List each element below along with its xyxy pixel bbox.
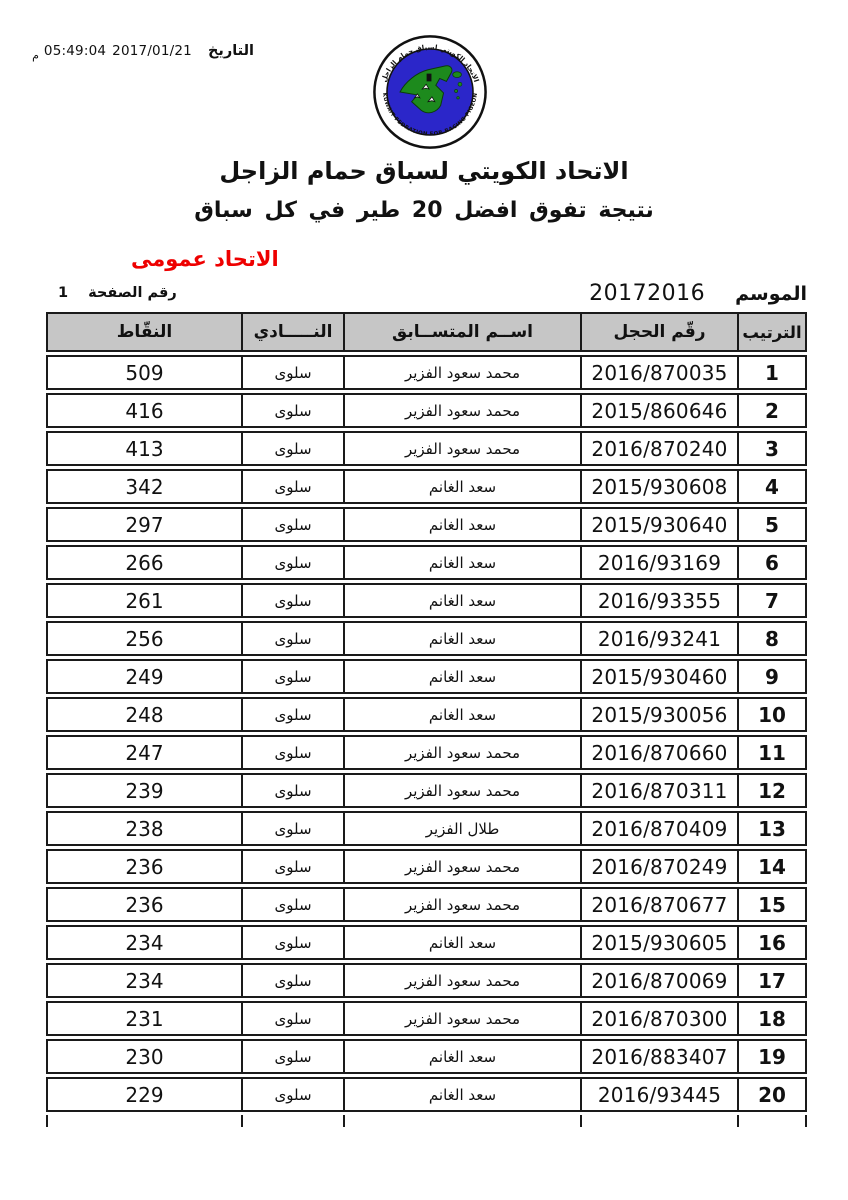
cell-points: 238 [48, 813, 243, 844]
time-value: 05:49:04 [43, 43, 107, 59]
cell-ring-number: 2015/930460 [582, 661, 739, 692]
cell-rank: 5 [765, 512, 779, 537]
cell-rank: 3 [765, 436, 779, 461]
page-number-label: رقم الصفحة [88, 285, 177, 301]
cell-club: سلوى [243, 471, 345, 502]
cell-points: 230 [48, 1041, 243, 1072]
cell-ring-number: 2016/870035 [582, 357, 739, 388]
table-row [46, 963, 807, 998]
header-rank: الترتيب [742, 322, 802, 342]
cell-rank: 20 [758, 1082, 786, 1107]
cell-ring-number: 2015/930056 [582, 699, 739, 730]
table-row [46, 1001, 807, 1036]
cell-points: 234 [48, 965, 243, 996]
cell-ring-number: 2016/870069 [582, 965, 739, 996]
cell-points: 249 [48, 661, 243, 692]
table-row [46, 925, 807, 960]
cell-ring-number: 2015/930608 [582, 471, 739, 502]
cell-competitor-name: محمد سعود الفزير [345, 395, 582, 426]
table-row [46, 887, 807, 922]
cell-points: 239 [48, 775, 243, 806]
cell-points: 266 [48, 547, 243, 578]
cell-ring-number: 2015/930640 [582, 509, 739, 540]
cell-rank: 16 [758, 930, 786, 955]
cell-ring-number: 2016/870311 [582, 775, 739, 806]
cell-competitor-name: محمد سعود الفزير [345, 433, 582, 464]
table-row [46, 697, 807, 732]
cell-competitor-name: طلال الفزير [345, 813, 582, 844]
section-heading: الاتحاد عمومى [131, 247, 279, 271]
header-competitor-name: اســم المتســابق [345, 314, 582, 350]
cell-competitor-name: محمد سعود الفزير [345, 851, 582, 882]
cell-competitor-name: سعد الغانم [345, 471, 582, 502]
cell-points: 509 [48, 357, 243, 388]
cell-club: سلوى [243, 1003, 345, 1034]
cell-points: 236 [48, 889, 243, 920]
cell-points: 248 [48, 699, 243, 730]
cell-competitor-name: سعد الغانم [345, 1041, 582, 1072]
table-row [46, 621, 807, 656]
cell-club: سلوى [243, 813, 345, 844]
table-body [46, 355, 807, 1112]
cell-competitor-name: محمد سعود الفزير [345, 1003, 582, 1034]
table-row [46, 735, 807, 770]
cell-rank: 8 [765, 626, 779, 651]
cell-rank: 12 [758, 778, 786, 803]
cell-points: 416 [48, 395, 243, 426]
page-number-line [58, 285, 177, 301]
cell-rank: 2 [765, 398, 779, 423]
cell-points: 256 [48, 623, 243, 654]
cell-points: 342 [48, 471, 243, 502]
cell-club: سلوى [243, 547, 345, 578]
date-value: 2017/01/21 [112, 43, 192, 59]
table-row [46, 545, 807, 580]
page-number-value: 1 [58, 285, 69, 301]
cell-ring-number: 2016/883407 [582, 1041, 739, 1072]
cell-ring-number: 2016/870249 [582, 851, 739, 882]
cell-club: سلوى [243, 699, 345, 730]
season-label: الموسم [735, 282, 807, 305]
cell-competitor-name: سعد الغانم [345, 699, 582, 730]
date-label: التاريخ [207, 43, 254, 59]
cell-rank: 17 [758, 968, 786, 993]
cell-points: 231 [48, 1003, 243, 1034]
cell-club: سلوى [243, 889, 345, 920]
cell-points: 229 [48, 1079, 243, 1110]
table-row [46, 659, 807, 694]
table-bottom-stub [46, 1115, 807, 1127]
table-row [46, 355, 807, 390]
cell-ring-number: 2015/930605 [582, 927, 739, 958]
table-row [46, 1077, 807, 1112]
cell-club: سلوى [243, 661, 345, 692]
cell-competitor-name: سعد الغانم [345, 585, 582, 616]
page-subtitle: نتيجة تفوق افضل 20 طير في كل سباق [194, 198, 654, 223]
table-row [46, 393, 807, 428]
table-row [46, 849, 807, 884]
logo-arabic-arc: الاتحاد الكويتي لسباق حمام الزاجل [379, 43, 481, 84]
cell-rank: 15 [758, 892, 786, 917]
table-row [46, 431, 807, 466]
season-line [540, 281, 807, 306]
table-header-row [46, 312, 807, 352]
cell-rank: 19 [758, 1044, 786, 1069]
header-ring-number: رقّم الحجل [582, 314, 739, 350]
table-row [46, 773, 807, 808]
cell-club: سلوى [243, 737, 345, 768]
federation-logo [372, 34, 488, 150]
cell-rank: 9 [765, 664, 779, 689]
meridiem-label: م [32, 49, 39, 62]
cell-points: 413 [48, 433, 243, 464]
cell-ring-number: 2016/870300 [582, 1003, 739, 1034]
cell-club: سلوى [243, 775, 345, 806]
table-row [46, 507, 807, 542]
cell-rank: 10 [758, 702, 786, 727]
cell-club: سلوى [243, 851, 345, 882]
cell-ring-number: 2015/860646 [582, 395, 739, 426]
cell-competitor-name: سعد الغانم [345, 623, 582, 654]
cell-competitor-name: محمد سعود الفزير [345, 737, 582, 768]
cell-club: سلوى [243, 357, 345, 388]
cell-ring-number: 2016/870660 [582, 737, 739, 768]
logo-english-arc: KUWAIT FEDRATION FOR RACING PIGEON [380, 92, 480, 138]
cell-rank: 11 [758, 740, 786, 765]
date-line [32, 40, 254, 62]
cell-club: سلوى [243, 1041, 345, 1072]
cell-club: سلوى [243, 623, 345, 654]
cell-club: سلوى [243, 395, 345, 426]
cell-points: 247 [48, 737, 243, 768]
cell-club: سلوى [243, 1079, 345, 1110]
page-title: الاتحاد الكويتي لسباق حمام الزاجل [219, 157, 629, 185]
table-row [46, 583, 807, 618]
cell-rank: 13 [758, 816, 786, 841]
cell-ring-number: 2016/870240 [582, 433, 739, 464]
cell-points: 261 [48, 585, 243, 616]
cell-competitor-name: محمد سعود الفزير [345, 889, 582, 920]
cell-competitor-name: سعد الغانم [345, 927, 582, 958]
cell-competitor-name: سعد الغانم [345, 1079, 582, 1110]
cell-points: 297 [48, 509, 243, 540]
cell-competitor-name: سعد الغانم [345, 509, 582, 540]
cell-club: سلوى [243, 965, 345, 996]
cell-rank: 14 [758, 854, 786, 879]
cell-club: سلوى [243, 433, 345, 464]
table-row [46, 811, 807, 846]
cell-rank: 6 [765, 550, 779, 575]
cell-ring-number: 2016/870409 [582, 813, 739, 844]
cell-club: سلوى [243, 927, 345, 958]
results-table [46, 312, 807, 1127]
cell-competitor-name: سعد الغانم [345, 547, 582, 578]
cell-ring-number: 2016/93445 [582, 1079, 739, 1110]
cell-competitor-name: سعد الغانم [345, 661, 582, 692]
cell-competitor-name: محمد سعود الفزير [345, 965, 582, 996]
cell-rank: 7 [765, 588, 779, 613]
season-value: 20172016 [589, 281, 706, 306]
header-points: النقّاط [48, 314, 243, 350]
cell-ring-number: 2016/93169 [582, 547, 739, 578]
header-club: النـــــادي [243, 314, 345, 350]
cell-competitor-name: محمد سعود الفزير [345, 357, 582, 388]
cell-rank: 4 [765, 474, 779, 499]
cell-club: سلوى [243, 585, 345, 616]
cell-points: 236 [48, 851, 243, 882]
cell-rank: 1 [765, 360, 779, 385]
table-row [46, 1039, 807, 1074]
cell-points: 234 [48, 927, 243, 958]
cell-rank: 18 [758, 1006, 786, 1031]
cell-competitor-name: محمد سعود الفزير [345, 775, 582, 806]
cell-ring-number: 2016/93355 [582, 585, 739, 616]
cell-ring-number: 2016/93241 [582, 623, 739, 654]
cell-club: سلوى [243, 509, 345, 540]
cell-ring-number: 2016/870677 [582, 889, 739, 920]
table-row [46, 469, 807, 504]
